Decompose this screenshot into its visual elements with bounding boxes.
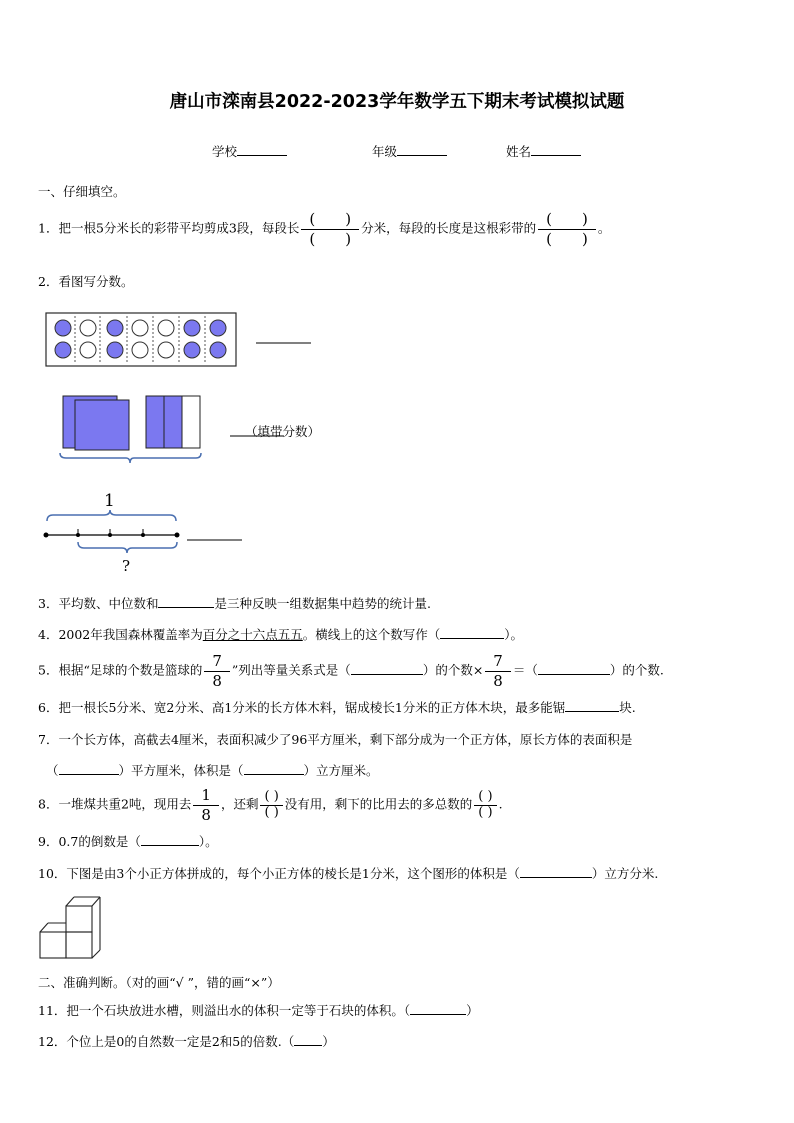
page-title: 唐山市滦南县2022-2023学年数学五下期末考试模拟试题 (169, 92, 625, 112)
numline-bottom-label: ? (122, 557, 131, 575)
q11-blank[interactable] (410, 1014, 466, 1015)
question-5: 5．根据“足球的个数是篮球的 $\frac{7}{8}$ ”列出等量关系式是（ ）的个数× $\frac{7}{8}$ ＝（ ）的个数. (38, 652, 664, 690)
question-8: 8．一堆煤共重2吨，现用去 $\frac{1}{8}$ ，还剩 $\frac{( )}{( )}$ 没有用，剩下的比用去的多总数的 $\frac{( )}{( )}$ . (38, 786, 503, 824)
mixed-number-note: （填带分数） (245, 424, 321, 439)
q12-blank[interactable] (294, 1045, 322, 1046)
section-1-heading: 一、仔细填空。 (38, 184, 126, 199)
question-11: 11．把一个石块放进水槽，则溢出水的体积一定等于石块的体积。（ ） (38, 1003, 479, 1018)
q1-fraction-blank-2[interactable]: $\frac{( )}{( )}$ (538, 210, 596, 248)
numline-top-label: 1 (104, 491, 115, 511)
question-3: 3．平均数、中位数和 是三种反映一组数据集中趋势的统计量. (38, 596, 431, 611)
q8-fraction-blank-1[interactable]: $\frac{( )}{( )}$ (260, 790, 282, 820)
question-2: 2．看图写分数。 (38, 274, 134, 289)
question-6: 6．把一根长5分米、宽2分米、高1分米的长方体木料，锯成棱长1分米的正方体木块，最多能锯 块. (38, 700, 636, 715)
q8-fraction-blank-2[interactable]: $\frac{( )}{( )}$ (474, 790, 496, 820)
question-9: 9．0.7的倒数是（ ）。 (38, 834, 218, 849)
name-field[interactable]: 姓名 (506, 142, 581, 160)
question-10: 10．下图是由3个小正方体拼成的，每个小正方体的棱长是1分米，这个图形的体积是（ ）立方分米. (38, 866, 659, 881)
q1-fraction-blank[interactable]: $\frac{( )}{( )}$ (301, 210, 359, 248)
question-7-line-2: （ ）平方厘米，体积是（ ）立方厘米。 (46, 763, 379, 778)
question-7-line-1: 7．一个长方体，高截去4厘米，表面积减少了96平方厘米，剩下部分成为一个正方体，原长方体的表面积是 (38, 732, 633, 747)
question-4: 4．2002年我国森林覆盖率为百分之十六点五五。横线上的这个数写作（ ）。 (38, 627, 524, 642)
question-1: 1．把一根5分米长的彩带平均剪成3段，每段长 $\frac{( )}{( )}$ 分米，每段的长度是这根彩带的 $\frac{( )}{( )}$ 。 (38, 210, 611, 248)
section-2-heading: 二、准确判断。（对的画“√ ”，错的画“×”） (38, 975, 280, 990)
school-field[interactable]: 学校 (212, 142, 287, 160)
grade-field[interactable]: 年级 (372, 142, 447, 160)
question-12: 12．个位上是0的自然数一定是2和5的倍数.（ ） (38, 1034, 335, 1049)
